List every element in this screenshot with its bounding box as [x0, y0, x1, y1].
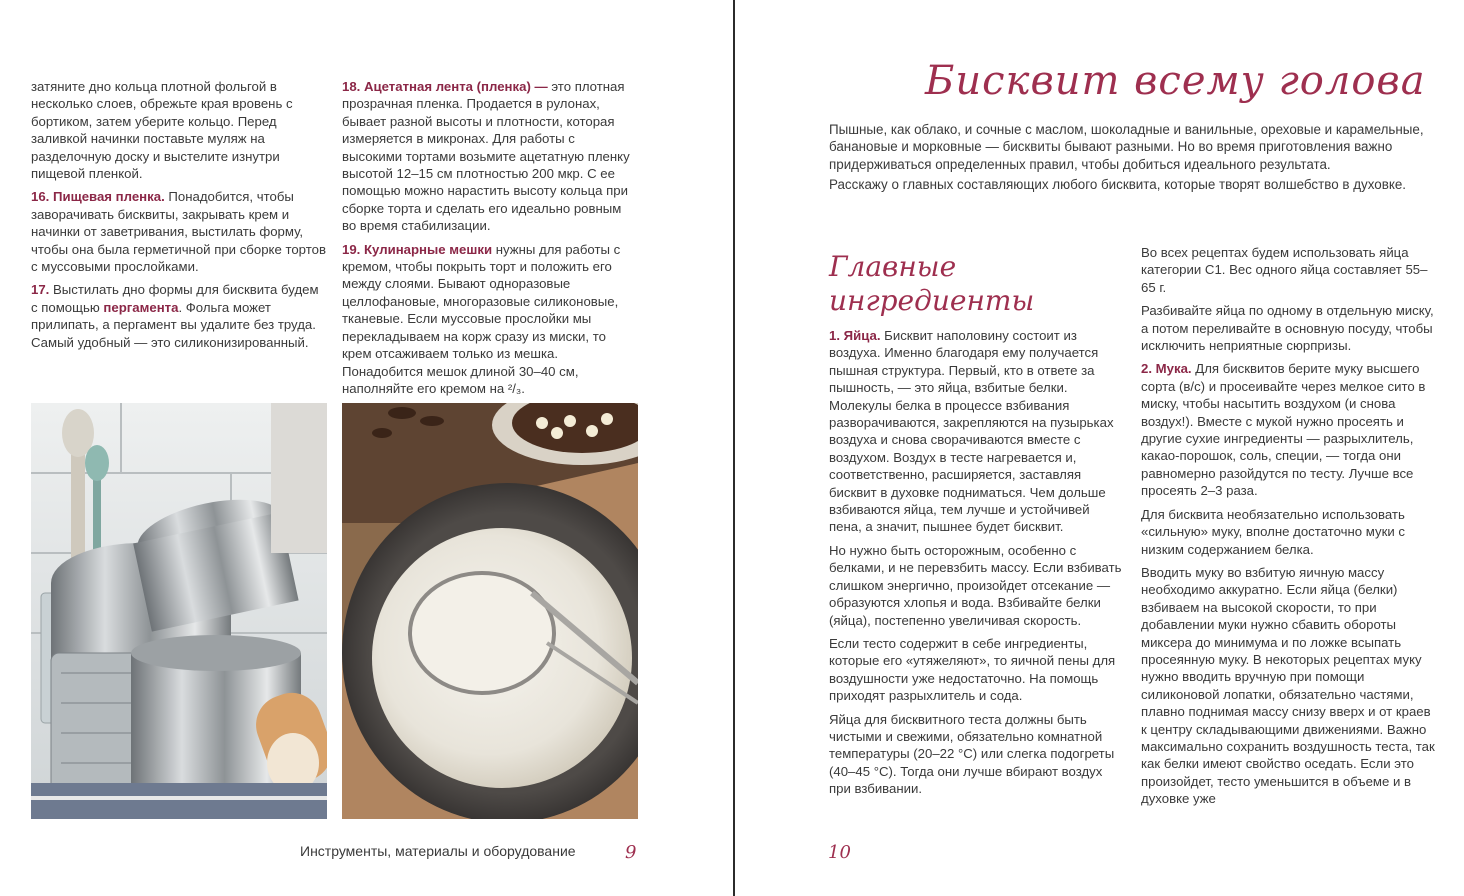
right-column-1 [829, 327, 1125, 804]
left-column-1 [31, 78, 327, 357]
paragraph: затяните дно кольца плотной фольгой в несколько слоев, обрежьте края вровень с бортиком, затем уберите кольцо. Перед заливкой начинки поставьте муляж на разделочную доску и выстелите изнутри пищевой пленкой. [31, 79, 293, 182]
page-number-right: 10 [828, 842, 851, 863]
intro-paragraph: Расскажу о главных составляющих любого бисквита, которые творят волшебство в духовке. [829, 177, 1407, 193]
paragraph: Яйца для бисквитного теста должны быть чистыми и свежими, обязательно комнатной температуры (20–22 °С) или слегка подогреты (40–45 °С). Тогда они лучше вбирают воздух при взбивании. [829, 711, 1115, 797]
intro-paragraph: Пышные, как облако, и сочные с маслом, шоколадные и ванильные, ореховые и карамельные, банановые и морковные — бисквиты бывают разными. Но во время приготовления важно придерживаться определенных правил, чтобы добиться идеального результата. [829, 122, 1424, 172]
paragraph: 19. Кулинарные мешки нужны для работы с кремом, чтобы покрыть торт и положить его между слоями. Бывают одноразовые целлофановые, многоразовые силиконовые, тканевые. Если муссовые прослойки мы перекладываем на корж сразу из миски, то крем отсаживаем только из мешка. Понадобится мешок длиной 30–40 см, наполняйте его кремом на ²/₃. [342, 241, 621, 396]
paragraph: Если тесто содержит в себе ингредиенты, которые его «утяжеляют», то яичной пены для воздушности уже недостаточно. На помощь приходят разрыхлитель и сода. [829, 635, 1116, 704]
section-title-line-1: Главные [829, 250, 957, 283]
paragraph: Вводить муку во взбитую яичную массу необходимо аккуратно. Если яйца (белки) взбиваем на высокой скорости, то при добавлении муки нужно сбавить обороты миксера до минимума и по ложке всыпать просеянную муку. В некоторых рецептах муку нужно вводить вручную при помощи силиконовой лопатки, обязательно частями, плавно поднимая массу снизу вверх и от краев к центру складывающими движениями. Важно максимально сохранить воздушность теста, так как белки имеют свойство оседать. Если это произойдет, тесто уменьшится в объеме и в духовке уже [1141, 564, 1435, 807]
book-spine [733, 0, 735, 896]
paragraph: Но нужно быть осторожным, особенно с белками, и не перевзбить массу. Если взбивать слишком энергично, произойдет отсекание — образуются хлопья и вода. Взбивайте белки (яйца), постепенно увеличивая скорость. [829, 542, 1122, 628]
paragraph: 2. Мука. Для бисквитов берите муку высшего сорта (в/с) и просеивайте через мелкое сито в миску, чтобы насытить воздухом (и снова воздух!). Вместе с мукой нужно просеять и другие сухие ингредиенты — разрыхлитель, какао-порошок, соль, специи, — тогда они равномерно разойдутся по тесту. Лучше все просеять 2–3 раза. [1141, 361, 1426, 499]
paragraph: 17. Выстилать дно формы для бисквита будем с помощью пергамента. Фольга может прилипать, а пергамент вы удалите без труда. Самый удобный — это силиконизированный. [31, 282, 319, 350]
photo-baking-rings [31, 403, 327, 819]
paragraph: 1. Яйца. Бисквит наполовину состоит из воздуха. Именно благодаря ему получается пышная структура. Первый, кто в ответе за пышность, — это яйца, взбитые белки. Молекулы белка в процессе взбивания разворачиваются, закрепляются на пузырьках воздуха и снова сворачиваются вместе с воздухом. Воздух в тесте нагревается и, соответственно, расширяется, заставляя бисквит в духовке подниматься. Чем дольше взбиваются яйца, тем лучше и устойчивей пена, а значит, пышнее будет бисквит. [829, 328, 1114, 535]
right-column-2 [1141, 244, 1437, 814]
photo-flour-bowl [342, 403, 638, 819]
paragraph: 16. Пищевая пленка. Понадобится, чтобы заворачивать бисквиты, закрывать крем и начинки от заветривания, выстилать форму, чтобы она была герметичной при сборке тортов с муссовыми прослойками. [31, 189, 326, 275]
paragraph: Для бисквита необязательно использовать «сильную» муку, вполне достаточно муки с низким содержанием белка. [1141, 506, 1405, 557]
section-title [829, 250, 1034, 318]
section-title-line-2: ингредиенты [829, 284, 1035, 317]
intro-text [829, 121, 1439, 200]
paragraph: Во всех рецептах будем использовать яйца категории С1. Вес одного яйца составляет 55–65 г. [1141, 245, 1428, 295]
left-column-2 [342, 78, 638, 403]
paragraph: Разбивайте яйца по одному в отдельную миску, а потом переливайте в основную посуду, чтобы исключить неприятные сюрпризы. [1141, 303, 1434, 354]
paragraph: 18. Ацетатная лента (пленка) — это плотная прозрачная пленка. Продается в рулонах, бывает разной высоты и плотности, которая измеряется в микронах. Для работы с высокими тортами возьмите ацетатную пленку высотой 12–15 см плотностью 200 мкр. С ее помощью можно нарастить высоту кольца при сборке торта и сделать его идеально ровным во время стабилизации. [342, 79, 630, 234]
flour-bowl-illustration [342, 403, 638, 819]
chapter-title: Бисквит всему голова [925, 58, 1426, 104]
baking-rings-illustration [31, 403, 327, 819]
left-running-footer: Инструменты, материалы и оборудование [300, 843, 576, 859]
page-number-left: 9 [625, 842, 637, 863]
